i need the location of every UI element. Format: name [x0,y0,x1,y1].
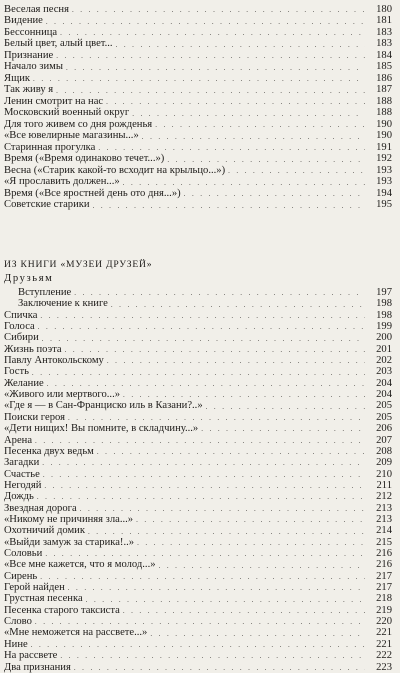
entry-title: Ящик [4,72,31,84]
toc-entry [4,142,392,153]
entry-title: Бессонница [4,26,58,38]
entry-page-number: 223 [376,661,392,673]
entry-page-number: 183 [376,38,392,50]
entry-page-number: 194 [376,187,392,199]
toc-entry [4,16,392,27]
dot-leader [40,312,365,321]
dot-leader [42,459,365,468]
dot-leader [45,550,365,559]
toc-entry [4,662,392,673]
entry-page-number: 190 [376,130,392,142]
entry-page-number: 210 [376,468,392,480]
entry-page-number: 219 [376,604,392,616]
toc-entry [4,154,392,165]
dot-leader [35,618,365,627]
dot-leader [33,75,365,84]
entry-page-number: 207 [376,434,392,446]
dot-leader [93,202,365,211]
toc-entry [4,298,392,309]
dot-leader [155,121,365,130]
toc-entry [4,537,392,548]
entry-page-number: 213 [376,502,392,514]
dot-leader [201,425,365,434]
dot-leader [159,562,365,571]
entry-page-number: 216 [376,559,392,571]
entry-page-number: 193 [376,176,392,188]
entry-page-number: 212 [376,491,392,503]
toc-entry [4,480,392,491]
dot-leader [123,391,365,400]
entry-title: Советские старики [4,199,90,211]
entry-page-number: 222 [376,650,392,662]
entry-page-number: 199 [376,321,392,333]
toc-entry [4,435,392,446]
dot-leader [116,41,365,50]
entry-page-number: 193 [376,164,392,176]
entry-page-number: 197 [376,286,392,298]
toc-entry [4,73,392,84]
entry-page-number: 198 [376,298,392,310]
entry-page-number: 184 [376,49,392,61]
dot-leader [60,29,365,38]
entry-page-number: 206 [376,423,392,435]
entry-page-number: 192 [376,153,392,165]
entry-page-number: 183 [376,26,392,38]
toc-entry [4,457,392,468]
entry-title: Московский военный округ [4,107,130,119]
entry-title: Жизнь поэта [4,343,62,355]
entry-page-number: 185 [376,61,392,73]
entry-page-number: 201 [376,343,392,355]
entry-title: Белый цвет, алый цвет... [4,38,113,50]
dot-leader [40,573,365,582]
dot-leader [123,607,365,616]
toc-entry [4,650,392,661]
entry-page-number: 188 [376,107,392,119]
dot-leader [74,664,365,673]
entry-page-number: 214 [376,525,392,537]
toc-entry [4,96,392,107]
toc-entry [4,321,392,332]
entry-title: Песенка старого таксиста [4,604,120,616]
toc-entry [4,177,392,188]
toc-entry [4,639,392,650]
dot-leader [68,414,365,423]
entry-title: «Дети нищих! Вы помните, в складчину...» [4,423,199,435]
dot-leader [97,448,365,457]
dot-leader [98,144,365,153]
toc-entry [4,344,392,355]
entry-page-number: 198 [376,309,392,321]
entry-title: Звездная дорога [4,502,77,514]
entry-page-number: 220 [376,616,392,628]
entry-title: «Я прославить должен...» [4,176,120,188]
dot-leader [74,289,365,298]
dot-leader [42,335,365,344]
entry-title: Голоса [4,321,35,333]
dot-leader [35,437,365,446]
entry-page-number: 203 [376,366,392,378]
toc-entry [4,401,392,412]
dot-leader [56,52,365,61]
entry-title: Негодяй [4,479,42,491]
dot-leader [107,357,365,366]
dot-leader [68,584,365,593]
toc-entry [4,628,392,639]
entry-page-number: 181 [376,15,392,27]
entry-title: Два признания [4,661,71,673]
section-heading: ИЗ КНИГИ «МУЗЕИ ДРУЗЕЙ» [4,259,153,270]
toc-entry [4,605,392,616]
entry-title: Ленин смотрит на нас [4,95,104,107]
entry-title: Дождь [4,491,34,503]
entry-page-number: 221 [376,627,392,639]
entry-title: Признание [4,49,54,61]
entry-page-number: 204 [376,377,392,389]
entry-title: Так живу я [4,84,54,96]
toc-entry [4,165,392,176]
toc-entry [4,514,392,525]
entry-page-number: 190 [376,118,392,130]
dot-leader [136,516,365,525]
dot-leader [56,87,365,96]
entry-page-number: 191 [376,141,392,153]
entry-title: Слово [4,616,32,628]
toc-entry [4,108,392,119]
entry-title: «Все ювелирные магазины...» [4,130,139,142]
entry-title: Охотничий домик [4,525,85,537]
dot-leader [137,539,365,548]
entry-title: Грустная песенка [4,593,83,605]
toc-entry [4,423,392,434]
toc-entry [4,188,392,199]
dot-leader [80,505,365,514]
toc-entry [4,378,392,389]
dot-leader [72,6,365,15]
dot-leader [43,471,365,480]
entry-title: Вступление [18,286,72,298]
dot-leader [60,652,365,661]
entry-page-number: 187 [376,84,392,96]
dot-leader [66,64,365,73]
entry-page-number: 202 [376,355,392,367]
entry-page-number: 221 [376,638,392,650]
entry-title: «Выйди замуж за старика!..» [4,536,135,548]
toc-entry [4,525,392,536]
entry-page-number: 205 [376,400,392,412]
entry-title: Желание [4,377,44,389]
toc-entry [4,119,392,130]
entry-title: Поиски героя [4,411,65,423]
dot-leader [31,641,365,650]
entry-title: На рассвете [4,650,58,662]
toc-entry [4,469,392,480]
entry-title: Время («Время одинаково течет...») [4,153,165,165]
toc-entry [4,366,392,377]
entry-page-number: 180 [376,3,392,15]
toc-entry [4,85,392,96]
dot-leader [88,528,365,537]
entry-title: «Живого или мертвого...» [4,389,121,401]
toc-entry [4,39,392,50]
dot-leader [228,167,365,176]
dot-leader [106,98,365,107]
subsection-heading: Друзьям [4,273,54,284]
entry-title: Сибири [4,332,39,344]
toc-entry [4,571,392,582]
entry-page-number: 209 [376,457,392,469]
entry-page-number: 205 [376,411,392,423]
dot-leader [47,380,365,389]
toc-entry [4,27,392,38]
entry-title: Загадки [4,457,40,469]
entry-title: Павлу Антокольскому [4,355,104,367]
dot-leader [142,133,365,142]
dot-leader [86,596,365,605]
toc-entry [4,559,392,570]
toc-entry [4,310,392,321]
entry-title: «Мне неможется на рассвете...» [4,627,148,639]
dot-leader [132,110,365,119]
entry-title: Весна («Старик какой-то всходит на крыльцо...») [4,164,226,176]
toc-entry [4,50,392,61]
entry-title: Для того живем со дня рожденья [4,118,153,130]
entry-page-number: 217 [376,582,392,594]
toc-entry [4,503,392,514]
toc-entry [4,446,392,457]
entry-title: Сирень [4,570,38,582]
entry-title: Заключение к книге [18,298,108,310]
dot-leader [38,323,365,332]
entry-page-number: 208 [376,445,392,457]
toc-entry [4,616,392,627]
toc-entry [4,412,392,423]
entry-title: Веселая песня [4,3,69,15]
entry-page-number: 213 [376,513,392,525]
toc-entry [4,287,392,298]
entry-page-number: 204 [376,389,392,401]
dot-leader [123,179,365,188]
dot-leader [46,18,365,27]
entry-page-number: 200 [376,332,392,344]
toc-entry [4,491,392,502]
dot-leader [167,156,365,165]
toc-entry [4,548,392,559]
entry-page-number: 188 [376,95,392,107]
toc-entry [4,593,392,604]
entry-title: «Все мне кажется, что я молод...» [4,559,156,571]
toc-entry [4,200,392,211]
entry-title: Герой найден [4,582,65,594]
entry-title: Начало зимы [4,61,63,73]
entry-page-number: 215 [376,536,392,548]
entry-title: Арена [4,434,33,446]
entry-title: Видение [4,15,43,27]
entry-title: «Где я — в Сан-Франциско иль в Казани?..» [4,400,203,412]
entry-page-number: 211 [376,479,392,491]
entry-page-number: 218 [376,593,392,605]
toc-entry [4,582,392,593]
entry-title: Песенка двух ведьм [4,445,94,457]
dot-leader [111,301,365,310]
entry-page-number: 186 [376,72,392,84]
toc-entry [4,355,392,366]
dot-leader [44,482,365,491]
entry-title: Старинная прогулка [4,141,96,153]
dot-leader [184,190,365,199]
entry-title: Время («Все яростней день ото дня...») [4,187,181,199]
entry-title: Гость [4,366,29,378]
entry-page-number: 217 [376,570,392,582]
toc-entry [4,4,392,15]
dot-leader [65,346,365,355]
dot-leader [32,369,365,378]
entry-title: «Никому не причиняя зла...» [4,513,134,525]
toc-entry [4,62,392,73]
dot-leader [37,493,365,502]
entry-title: Нине [4,638,28,650]
entry-title: Соловьи [4,548,43,560]
entry-title: Спичка [4,309,38,321]
dot-leader [150,630,365,639]
toc-entry [4,332,392,343]
entry-title: Счастье [4,468,40,480]
toc-entry [4,131,392,142]
entry-page-number: 195 [376,199,392,211]
dot-leader [206,403,365,412]
toc-entry [4,389,392,400]
entry-page-number: 216 [376,548,392,560]
